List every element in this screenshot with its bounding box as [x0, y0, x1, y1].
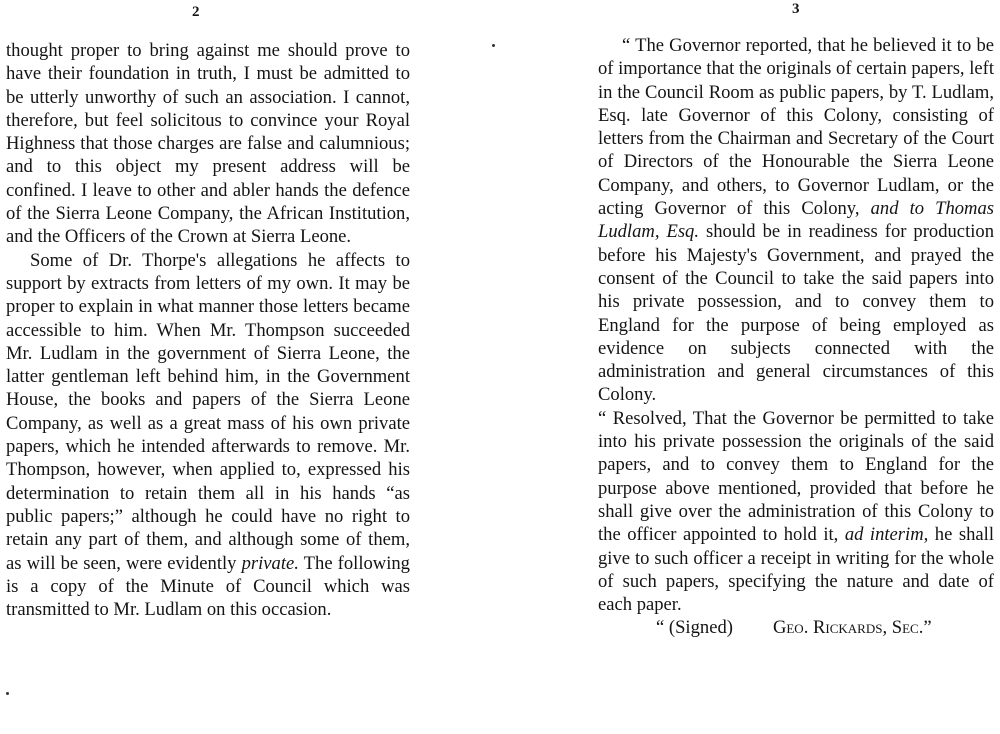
italic-text: and to Thomas Ludlam, Esq.: [598, 198, 994, 243]
signatory-name: Geo. Rickards, Sec.”: [772, 617, 932, 639]
paragraph: [6, 249, 410, 622]
right-page-body: [598, 34, 994, 640]
page-number: 3: [792, 1, 800, 17]
signature-line: [598, 616, 994, 639]
print-speck: [492, 44, 495, 47]
paragraph: thought proper to bring against me should prove to have their foundation in truth, I must be admitted to be utterly unworthy of such an association. I cannot, therefore, but feel solicitous to convince your Royal Highness that those charges are false and calumnious; and to this object my present address will be confined. I leave to other and abler hands the defence of the Sierra Leone Company, the African Institution, and the Officers of the Crown at Sierra Leone.: [6, 40, 410, 248]
paragraph-text: “ The Governor reported, that he believed it to be of importance that the originals of certain papers, left in the Council Room as public papers, by T. Ludlam, Esq. late Governor of this Colony, consisting of letters from the Chairman and Secretary of the Court of Directors of the Honourable the Sierra Leone Company, and others, to Governor Ludlam, or the acting Governor of this Colony,: [598, 35, 994, 220]
paragraph-text: should be in readiness for production before his Majesty's Government, and prayed the consent of the Council to take the said papers into his private possession, and to convey them to England for the purpose of being employed as evidence on subjects connected with the administration and general circumstances of this Colony.: [598, 221, 994, 406]
print-speck: [6, 692, 9, 695]
paragraph-text: Some of Dr. Thorpe's allegations he affects to support by extracts from letters of my own. It may be proper to explain in what manner those letters became accessible to him. When Mr. Thompson succeeded Mr. Ludlam in the government of Sierra Leone, the latter gentleman left behind him, in the Government House, the books and papers of the Sierra Leone Company, as well as a great mass of his own private papers, which he intended afterwards to remove. Mr. Thompson, however, when applied to, expressed his determination to retain them all in his hands “as public papers;” although he could have no right to retain any part of them, and although some of them, as will be seen, were evidently: [6, 249, 410, 574]
paragraph-text: The following is a copy of the Minute of Council which was transmitted to Mr. Ludlam on this occasion.: [6, 552, 410, 621]
paragraph: [598, 34, 994, 407]
signed-label: “ (Signed): [656, 617, 733, 639]
left-page-body: [6, 39, 410, 621]
paragraph-text: “ Resolved, That the Governor be permitted to take into his private possession the originals of the said papers, and to convey them to England for the purpose above mentioned, provided that before he shall give over the administration of this Colony to the officer appointed to hold it,: [598, 407, 994, 546]
italic-text: private.: [241, 552, 299, 574]
italic-text: ad interim,: [838, 524, 929, 546]
page-number: 2: [192, 4, 200, 20]
paragraph-text: he shall give to such officer a receipt in writing for the whole of such papers, specifying the nature and date of each paper.: [598, 524, 994, 616]
paragraph: [598, 407, 994, 617]
